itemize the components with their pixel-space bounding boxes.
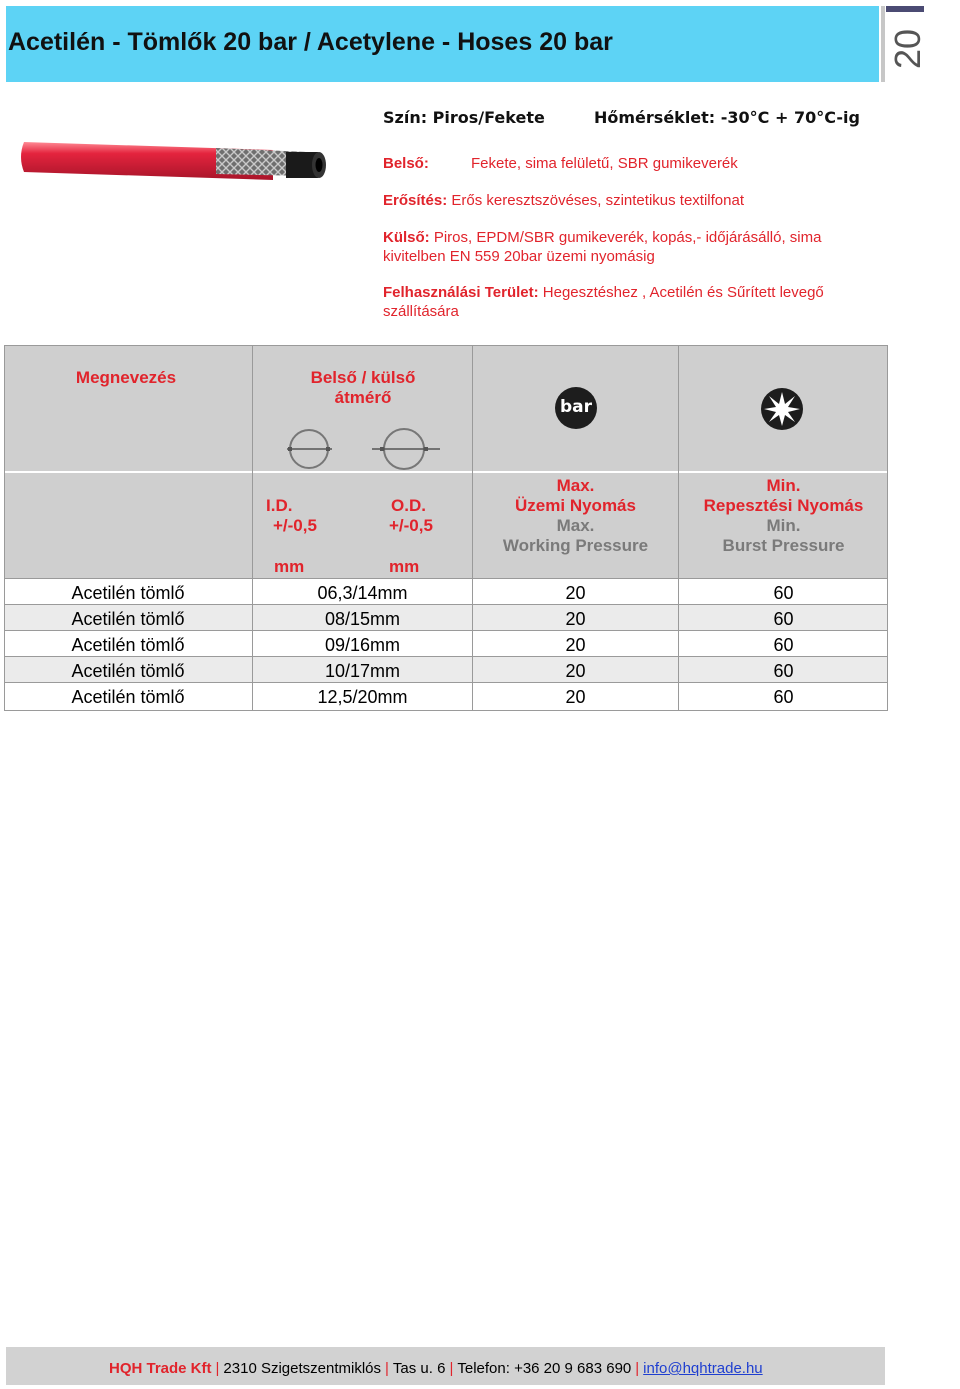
row-name: Acetilén tömlő [71, 661, 185, 681]
footer-company: HQH Trade Kft [109, 1360, 212, 1377]
spec-outer-value: Piros, EPDM/SBR gumikeverék, kopás,- időjárásálló, sima [433, 229, 822, 246]
spec-inner [383, 155, 429, 174]
section-number [887, 14, 940, 76]
burst-line2: Repesztési Nyomás [703, 496, 864, 515]
row-name: Acetilén tömlő [71, 609, 185, 629]
bar-pressure-icon [555, 387, 597, 429]
row-burst-pressure: 60 [773, 635, 794, 655]
row-size: 06,3/14mm [317, 583, 408, 603]
col-header-diameter-line1: Belső / külső [310, 368, 416, 387]
footer-email-link[interactable]: info@hqhtrade.hu [643, 1360, 763, 1377]
id-label: I.D. [266, 496, 293, 515]
col-header-name: Megnevezés [75, 368, 177, 387]
row-name: Acetilén tömlő [71, 687, 185, 707]
col-header-diameter [254, 368, 472, 408]
footer-contact [109, 1360, 763, 1377]
spec-usage-value: Hegesztéshez , Acetilén és Sűrített levegő [542, 284, 824, 301]
spec-outer [383, 229, 821, 266]
working-line2: Üzemi Nyomás [515, 496, 636, 515]
corner-accent-bar [886, 6, 924, 12]
row-working-pressure: 20 [565, 583, 586, 603]
col-header-diameter-line2: átmérő [334, 388, 392, 407]
footer-phone: Telefon: +36 20 9 683 690 [457, 1360, 632, 1377]
table-row [4, 579, 888, 605]
row-size: 10/17mm [324, 661, 401, 681]
footer-separator: | [449, 1360, 454, 1377]
spec-usage-value-cont: szállítására [383, 302, 459, 320]
row-burst-pressure: 60 [773, 661, 794, 681]
inner-diameter-icon [286, 427, 336, 471]
row-burst-pressure: 60 [773, 687, 794, 707]
od-label: O.D. [391, 496, 426, 515]
col-header-burst [679, 476, 888, 556]
row-size: 08/15mm [324, 609, 401, 629]
hose-image [18, 136, 330, 188]
row-working-pressure: 20 [565, 661, 586, 681]
spec-inner-value: Fekete, sima felületű, SBR gumikeverék [471, 155, 738, 172]
row-name: Acetilén tömlő [71, 583, 185, 603]
row-name: Acetilén tömlő [71, 635, 185, 655]
footer-separator: | [215, 1360, 220, 1377]
spec-temperature: Hőmérséklet: -30°C + 70°C-ig [594, 108, 860, 127]
burst-line4: Burst Pressure [722, 536, 845, 555]
od-unit: mm [389, 557, 420, 576]
page-title: Acetilén - Tömlők 20 bar / Acetylene - Hoses 20 bar [8, 28, 613, 56]
footer-street: Tas u. 6 [392, 1360, 446, 1377]
spec-usage-label: Felhasználási Terület: [383, 284, 539, 301]
row-burst-pressure: 60 [773, 609, 794, 629]
od-tolerance: +/-0,5 [389, 516, 433, 535]
spec-color: Szín: Piros/Fekete [383, 108, 545, 127]
burst-line3: Min. [766, 516, 801, 535]
table-row [4, 605, 888, 631]
outer-diameter-icon [370, 425, 442, 473]
footer-address: 2310 Szigetszentmiklós [223, 1360, 382, 1377]
table-row [4, 683, 888, 709]
row-working-pressure: 20 [565, 609, 586, 629]
working-line1: Max. [556, 476, 595, 495]
id-tolerance: +/-0,5 [273, 516, 317, 535]
section-number-label: 20 [887, 28, 929, 70]
working-line3: Max. [556, 516, 595, 535]
spec-inner-label: Belső: [383, 155, 429, 172]
spec-reinforcement [383, 192, 744, 211]
col-header-working [473, 476, 678, 556]
spec-reinforcement-label: Erősítés: [383, 192, 448, 209]
bar-icon-label: bar [559, 397, 593, 417]
burst-line1: Min. [766, 476, 801, 495]
id-unit: mm [274, 557, 305, 576]
row-size: 12,5/20mm [317, 687, 408, 707]
spec-usage [383, 284, 824, 321]
spec-outer-value-cont: kivitelben EN 559 20bar üzemi nyomásig [383, 247, 655, 265]
working-line4: Working Pressure [502, 536, 649, 555]
table-row [4, 657, 888, 683]
corner-divider [881, 6, 885, 82]
product-table [4, 345, 888, 711]
spec-reinforcement-value: Erős keresztszövéses, szintetikus textilfonat [451, 192, 744, 209]
row-burst-pressure: 60 [773, 583, 794, 603]
table-row [4, 631, 888, 657]
row-size: 09/16mm [324, 635, 401, 655]
footer-separator: | [635, 1360, 640, 1377]
footer-separator: | [385, 1360, 389, 1377]
burst-icon [760, 387, 804, 431]
row-working-pressure: 20 [565, 635, 586, 655]
spec-outer-label: Külső: [383, 229, 430, 246]
row-working-pressure: 20 [565, 687, 586, 707]
